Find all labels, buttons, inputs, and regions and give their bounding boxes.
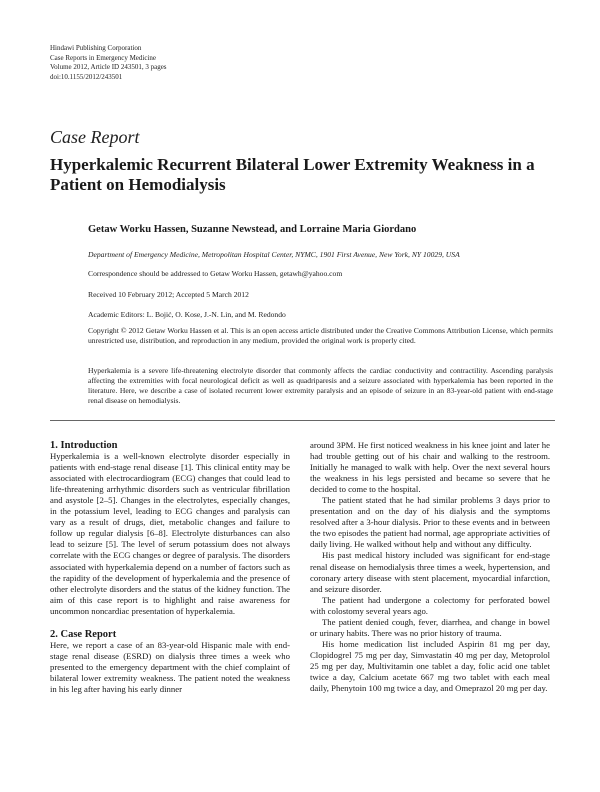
affiliation: Department of Emergency Medicine, Metropolitan Hospital Center, NYMC, 1901 First Avenue, New York, NY 10029, USA	[88, 250, 460, 259]
case-report-heading: 2. Case Report	[50, 628, 117, 640]
right-column	[310, 440, 550, 694]
case-report-paragraph: Here, we report a case of an 83-year-old Hispanic male with end-stage renal disease (ESRD) on dialysis three times a week who presented to the emergency department with the chief complaint of bilateral lower extremity weakness. The patient noted the weakness in his leg after having his early dinner	[50, 639, 290, 694]
doi-line: doi:10.1155/2012/243501	[50, 72, 123, 81]
journal-line: Case Reports in Emergency Medicine	[50, 53, 157, 62]
case-paragraph: The patient denied cough, fever, diarrhea, and change in bowel or urinary habits. There was no prior history of trauma.	[310, 616, 550, 638]
case-paragraph: The patient had undergone a colectomy for perforated bowel with colostomy several years ago.	[310, 594, 550, 616]
left-column	[50, 440, 290, 695]
case-paragraph-continued: around 3PM. He first noticed weakness in his knee joint and later he had trouble getting out of his chair and walking to the restroom. Initially he managed to walk with help. Over the next several hours the weakness in his legs persisted and became so severe that he decided to come to the hospital.	[310, 440, 550, 495]
introduction-paragraph: Hyperkalemia is a well-known electrolyte disorder especially in patients with end-stage renal disease [1]. This clinical entity may be associated with electrocardiogram (ECG) changes that could lead to life-threatening arrhythmic disorders such as ventricular fibrillation and asystole [2–5]. Changes in the electrolytes, especially changes, in the potassium level, leading to ECG changes and paralysis can vary as a result of drugs, diet, metabolic changes and failure to follow up regular dialysis [6–8]. Electrolyte disturbances can also lead to seizure [5]. The level of serum potassium does not always correlate with the ECG changes or degree of paralysis. The disorders associated with hyperkalemia depend on a number of factors such as the rapidity of the development of hyperkalemia and the presence of other electrolyte disorders and the status of the kidney function. The aim of this case report is to highlight and raise awareness for uncommon noncardiac presentation of hyperkalemia.	[50, 451, 290, 616]
case-paragraph: His past medical history included was significant for end-stage renal disease on hemodialysis three times a week, hypertension, and coronary artery disease with stent placement, myocardial infarction, and seizure disorder.	[310, 550, 550, 594]
author-list: Getaw Worku Hassen, Suzanne Newstead, and Lorraine Maria Giordano	[88, 224, 417, 235]
section-divider	[50, 420, 555, 421]
academic-editors: Academic Editors: L. Bojić, O. Kose, J.-N. Lin, and M. Redondo	[88, 310, 286, 319]
journal-header	[50, 44, 350, 82]
case-paragraph: His home medication list included Aspirin 81 mg per day, Clopidogrel 75 mg per day, Simvastatin 40 mg per day, Metoprolol 25 mg per day, Multivitamin one tablet a day, folic acid one tablet twice a day, Calcium acetate 667 mg two tablet with each meal daily, Phenytoin 100 mg twice a day, and Omeprazol 20 mg per day.	[310, 638, 550, 694]
article-title: Hyperkalemic Recurrent Bilateral Lower Extremity Weakness in a Patient on Hemodialysis	[50, 155, 535, 194]
abstract: Hyperkalemia is a severe life-threatening electrolyte disorder that commonly affects the cardiac conductivity and contractility. Ascending paralysis affecting the extremities with focal neurological deficit as well as quadriparesis and a seizure associated with hyperkalemia has been reported in the literature. Here, we describe a case of isolated recurrent lower extremity paralysis and an episode of seizure in an 83-year-old patient with end-stage renal disease on hemodialysis.	[88, 366, 553, 405]
volume-line: Volume 2012, Article ID 243501, 3 pages	[50, 63, 167, 71]
article-type: Case Report	[50, 127, 140, 147]
case-paragraph: The patient stated that he had similar problems 3 days prior to presentation and on the day of his dialysis and the symptoms resolved after a 3-hour dialysis. Prior to these events and in between the two episodes the patient had normal, age appropriate activities of daily living. He walked without help and without any difficulty.	[310, 495, 550, 550]
introduction-heading: 1. Introduction	[50, 440, 118, 451]
publisher-line: Hindawi Publishing Corporation	[50, 44, 142, 52]
copyright-notice: Copyright © 2012 Getaw Worku Hassen et al. This is an open access article distributed under the Creative Commons Attribution License, which permits unrestricted use, distribution, and reproduction in any medium, provided the original work is properly cited.	[88, 326, 553, 345]
received-accepted-dates: Received 10 February 2012; Accepted 5 March 2012	[88, 290, 249, 299]
correspondence: Correspondence should be addressed to Getaw Worku Hassen, getawh@yahoo.com	[88, 269, 343, 278]
